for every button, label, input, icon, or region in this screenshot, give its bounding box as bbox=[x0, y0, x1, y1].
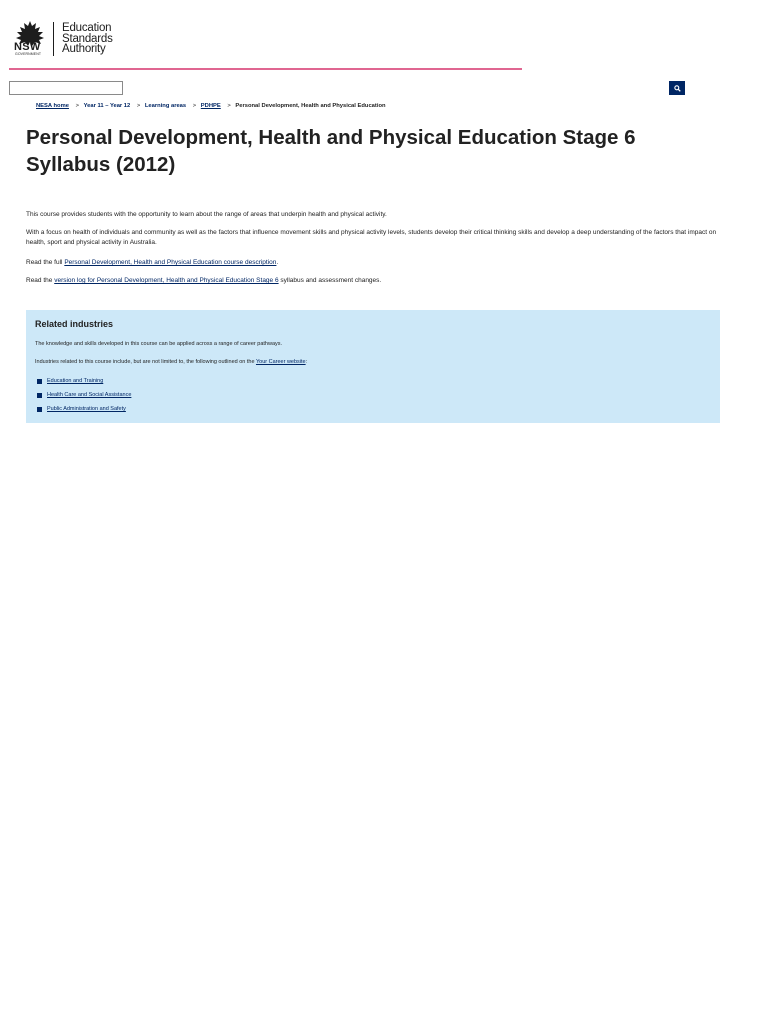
read-version-suffix: syllabus and assessment changes. bbox=[280, 277, 382, 284]
logo-wordmark bbox=[62, 23, 113, 55]
breadcrumb-learning-areas[interactable]: Learning areas bbox=[144, 103, 187, 109]
bullet-icon bbox=[37, 407, 42, 412]
course-description-paragraph bbox=[26, 258, 720, 268]
related-industries-panel bbox=[26, 310, 720, 423]
related-industries-heading: Related industries bbox=[35, 319, 114, 329]
search-input[interactable] bbox=[9, 81, 123, 95]
government-wordmark: GOVERNMENT bbox=[15, 52, 42, 56]
related-text-suffix: : bbox=[305, 359, 308, 365]
industries-list bbox=[37, 374, 131, 416]
breadcrumb-pdhpe[interactable]: PDHPE bbox=[200, 103, 221, 109]
breadcrumb-year11-12[interactable]: Year 11 – Year 12 bbox=[83, 103, 131, 109]
bullet-icon bbox=[37, 393, 42, 398]
your-career-link[interactable]: Your Career website bbox=[255, 359, 306, 365]
list-item bbox=[37, 388, 131, 402]
version-log-paragraph bbox=[26, 276, 720, 286]
breadcrumb bbox=[36, 103, 386, 109]
logo-line: Standards bbox=[62, 32, 113, 45]
course-description-link[interactable]: Personal Development, Health and Physical Education course description bbox=[64, 259, 277, 266]
search-icon bbox=[674, 85, 681, 92]
list-item bbox=[37, 374, 131, 388]
bullet-icon bbox=[37, 379, 42, 384]
header-divider bbox=[9, 68, 522, 70]
focus-paragraph: With a focus on health of individuals and community as well as the factors that influence movement skills and physical activity levels, students develop their critical thinking skills and develop a deep understanding of the factors that impact on health, sport and physical activity in Australia. bbox=[26, 229, 717, 246]
read-full-suffix: . bbox=[276, 259, 279, 266]
breadcrumb-separator: > bbox=[75, 103, 79, 109]
breadcrumb-separator: > bbox=[192, 103, 197, 109]
industry-link-public-administration[interactable]: Public Administration and Safety bbox=[47, 406, 126, 412]
breadcrumb-current: Personal Development, Health and Physical Education bbox=[235, 103, 386, 109]
logo-line: Authority bbox=[62, 43, 106, 55]
industry-link-health-care[interactable]: Health Care and Social Assistance bbox=[47, 392, 132, 398]
search-button[interactable] bbox=[669, 81, 685, 95]
breadcrumb-separator: > bbox=[227, 103, 231, 109]
industry-link-education[interactable]: Education and Training bbox=[47, 378, 104, 384]
page-title: Personal Development, Health and Physical Education Stage 6 Syllabus (2012) bbox=[26, 126, 636, 176]
list-item bbox=[37, 402, 131, 416]
breadcrumb-nesa-home[interactable]: NESA home bbox=[36, 103, 69, 109]
related-industries-intro: The knowledge and skills developed in this course can be applied across a range of career pathways. bbox=[35, 341, 283, 347]
related-industries-text bbox=[35, 358, 307, 366]
logo-line: Education bbox=[62, 22, 112, 34]
logo-divider bbox=[53, 22, 54, 56]
related-text-prefix: Industries related to this course include, but are not limited to, the following outlined on the bbox=[35, 359, 255, 365]
breadcrumb-separator: > bbox=[136, 103, 141, 109]
version-log-link[interactable]: version log for Personal Development, Health and Physical Education Stage 6 bbox=[54, 277, 279, 284]
read-full-prefix: Read the full bbox=[26, 259, 63, 266]
intro-paragraph: This course provides students with the opportunity to learn about the range of areas that underpin health and physical activity. bbox=[26, 211, 387, 218]
nsw-wordmark: NSW bbox=[14, 41, 41, 53]
read-version-prefix: Read the bbox=[26, 277, 53, 284]
site-header bbox=[0, 0, 768, 70]
